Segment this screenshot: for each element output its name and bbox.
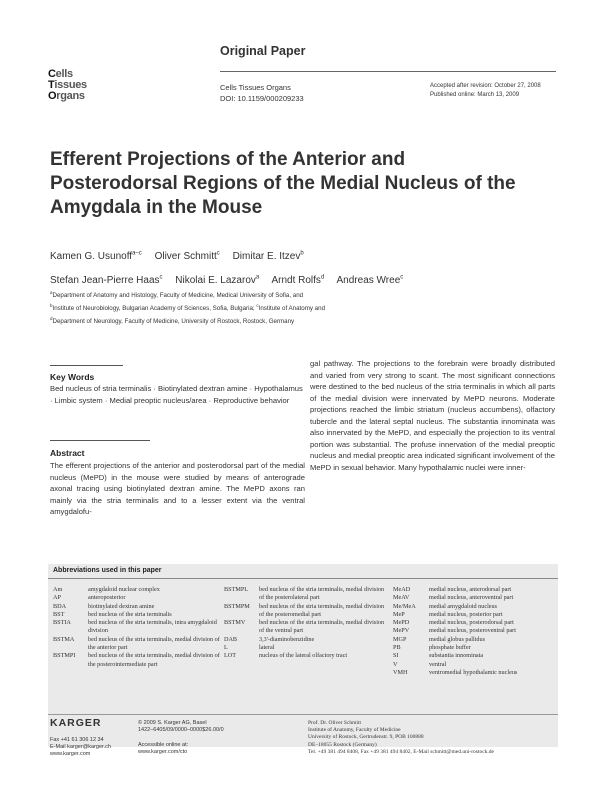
author: Stefan Jean-Pierre Haas$^c$ [50, 274, 163, 286]
abbreviation-definition: nucleus of the lateral olfactory tract [259, 652, 348, 660]
abbreviation-term: Me/MeA [393, 602, 416, 610]
logo-line-organs: Organs [48, 90, 85, 102]
abstract-heading: Abstract [50, 448, 85, 458]
key-words-heading: Key Words [50, 372, 95, 382]
abbreviation-definition: bed nucleus of the stria terminalis, medial division of the posteromedial part [259, 602, 385, 618]
abbreviation-term: MeP [393, 610, 405, 618]
abbreviation-row [393, 586, 556, 594]
abbreviation-term: BSTMPM [224, 602, 250, 610]
article-title: Efferent Projections of the Anterior and Posterodorsal Regions of the Medial Nucleus of the Amygdala in the Mouse [50, 149, 516, 218]
footer-divider [48, 714, 558, 715]
accepted-date: Accepted after revision: October 27, 2008 [430, 83, 541, 89]
doi: DOI: 10.1159/000209233 [220, 94, 304, 103]
abbreviation-row [393, 619, 556, 627]
abbreviation-term: SI [393, 652, 399, 660]
abstract-text: The efferent projections of the anterior and posterodorsal part of the medial nucleus (MePD) in the mouse were studied by means of anterograde axonal tracing using biotinylated dextran amine. The MePD axons ran mainly via the stria terminalis and to a lesser extent via the ventral amygdalofu- [50, 461, 305, 516]
abbreviation-row [393, 652, 556, 660]
abbreviation-term: V [393, 660, 398, 668]
journal-info [220, 82, 304, 104]
section-label: Original Paper [220, 44, 306, 58]
abbreviation-row [224, 644, 389, 652]
copyright-line: www.karger.com/cto [138, 748, 188, 755]
abbreviation-definition: biotinylated dextran amine [88, 602, 155, 610]
abbreviation-term: MeAV [393, 594, 410, 602]
abbreviation-definition: phosphate buffer [429, 644, 471, 652]
abbreviation-row [393, 636, 556, 644]
logo-line-cells: Cells [48, 68, 73, 80]
author: Arndt Rolfs$^d$ [271, 274, 325, 286]
key-words-divider [50, 365, 123, 366]
abbreviation-term: DAB [224, 635, 238, 643]
abbreviation-term: Am [53, 586, 63, 593]
abbreviation-row [224, 636, 389, 644]
journal-name: Cells Tissues Organs [220, 83, 291, 92]
abbreviation-definition: medial nucleus, posteroventral part [429, 627, 516, 635]
abbreviation-definition: bed nucleus of the stria terminalis, medial division of the ventral part [259, 619, 385, 635]
abbreviation-definition: medial nucleus, anterodorsal part [429, 586, 512, 593]
abbreviation-term: PB [393, 644, 401, 652]
affiliations [50, 288, 550, 327]
abbreviation-definition: bed nucleus of the stria terminalis [88, 610, 172, 618]
abbreviations-divider [48, 578, 558, 579]
author: Oliver Schmitt$^c$ [154, 251, 220, 263]
abbreviation-definition: amygdaloid nuclear complex [88, 586, 160, 593]
publisher-website: www.karger.com [50, 751, 91, 758]
correspondence-line: Tel. +49 381 494 8408, Fax +49 381 494 8402, E-Mail schmitt@med.uni-rostock.de [308, 748, 494, 755]
abbreviation-term: MePV [393, 627, 410, 635]
abbreviation-term: L [224, 644, 228, 652]
abbreviation-row [224, 586, 389, 603]
abbreviation-row [393, 603, 556, 611]
abbreviation-definition: bed nucleus of the stria terminalis, intra amygdaloid division [88, 619, 217, 635]
abbreviation-term: BSTMA [53, 635, 75, 643]
abbreviation-term: MePD [393, 619, 410, 627]
abbreviation-row [224, 603, 389, 620]
abbreviation-definition: substantia innominata [429, 652, 484, 660]
abbreviation-term: BSTMV [224, 619, 246, 627]
abbreviation-term: MeAD [393, 586, 411, 593]
published-date: Published online: March 13, 2009 [430, 92, 520, 98]
abbreviation-term: BST [53, 610, 65, 618]
author: Nikolai E. Lazarov$^a$ [175, 274, 260, 286]
abbreviation-definition: ventromedial hypothalamic nucleus [429, 668, 518, 676]
abbreviation-definition: medial globus pallidus [429, 635, 486, 643]
publisher-logo: KARGER [50, 717, 102, 729]
author: Andreas Wree$^c$ [336, 274, 404, 286]
abbreviation-row [393, 627, 556, 635]
abbreviation-row [53, 652, 223, 669]
abbreviations-column-1 [53, 586, 223, 669]
abbreviation-term: MGP [393, 635, 407, 643]
abbreviations-column-2 [224, 586, 389, 661]
affiliation-b-c: $^b$Institute of Neurobiology, Bulgarian Academy of Sciences, Sofia, Bulgaria; $^c$Institute of Anatomy and [50, 303, 326, 313]
abbreviation-term: VMH [393, 668, 408, 676]
abbreviations-column-3 [393, 586, 556, 677]
affiliation-d: $^d$Department of Neurology, Faculty of Medicine, University of Rostock, Rostock, Germany [50, 316, 295, 326]
abbreviation-definition: bed nucleus of the stria terminalis, medial division of the posterolateral part [259, 586, 385, 602]
abbreviation-definition: bed nucleus of the stria terminalis, medial division of the posterointermediate part [88, 652, 220, 668]
abbreviation-definition: medial nucleus, posterior part [429, 610, 503, 618]
publisher-fax: Fax +41 61 306 12 34 [50, 737, 104, 743]
abbreviation-definition: lateral [259, 644, 275, 652]
copyright-block [138, 720, 224, 756]
abbreviation-row [53, 619, 223, 636]
key-words-text: Bed nucleus of stria terminalis · Biotinylated dextran amine · Hypothalamus · Limbic system · Medial preoptic nucleus/area · Reproductive behavior [50, 384, 303, 405]
abbreviation-definition: medial amygdaloid nucleus [429, 602, 498, 610]
abbreviation-term: AP [53, 594, 61, 602]
header-divider [220, 71, 556, 72]
copyright-line [138, 734, 224, 741]
abbreviation-row [224, 652, 389, 660]
copyright-line: © 2009 S. Karger AG, Basel [138, 720, 207, 726]
abbreviation-row [393, 594, 556, 602]
affiliation-a: $^a$Department of Anatomy and Histology, Faculty of Medicine, Medical University of Sofia, and [50, 290, 304, 300]
abstract-continued: gal pathway. The projections to the forebrain were broadly distributed and varied from very strong to scant. The most significant connections were destined to the bed nucleus of the stria terminalis in which all parts of the medial division were innervated by MePD neurons. Moderate projections reached the limbic striatum (nucleus accumbens), olfactory tubercle and the lateral septal nucleus. The substantia innominata was also innervated by the MePD, and especially the projection to its ventral portion was substantial. The profuse innervation of the medial preoptic nucleus and medial preoptic area indicated significant involvement of the MePD in sexual behavior. Many hypothalamic nuclei were inner- [310, 359, 555, 472]
correspondence-line: Prof. Dr. Oliver Schmitt [308, 720, 362, 726]
copyright-line: 1422–6405/09/0000–0000$26.00/0 [138, 727, 224, 734]
abbreviation-row [53, 611, 223, 619]
abbreviation-row [53, 586, 223, 594]
correspondence-line: University of Rostock, Gertrudenstr. 9, POB 100888 [308, 734, 424, 741]
abbreviation-row [53, 594, 223, 602]
logo-line-tissues: Tissues [48, 79, 87, 91]
journal-logo [48, 69, 87, 102]
correspondence-line: Institute of Anatomy, Faculty of Medicine [308, 727, 401, 734]
abbreviation-row [393, 644, 556, 652]
abbreviation-term: BDA [53, 602, 67, 610]
copyright-line: Accessible online at: [138, 741, 189, 748]
abbreviation-term: BSTMPL [224, 586, 249, 593]
abbreviation-definition: medial nucleus, posterodorsal part [429, 619, 514, 627]
abbreviations-heading: Abbreviations used in this paper [53, 567, 162, 574]
author-list [50, 244, 570, 291]
abbreviation-row [393, 661, 556, 669]
author: Dimitar E. Itzev$^b$ [232, 251, 304, 263]
abbreviation-definition: medial nucleus, anteroventral part [429, 594, 514, 602]
author-line-1 [50, 244, 570, 267]
publisher-contact [50, 737, 111, 759]
author: Kamen G. Usunoff$^{a-c}$ [50, 251, 142, 263]
correspondence-line: DE–18055 Rostock (Germany) [308, 741, 377, 748]
correspondence-block [308, 720, 494, 756]
abbreviation-term: LOT [224, 652, 237, 660]
publication-dates [430, 82, 541, 100]
abbreviation-definition: bed nucleus of the stria terminalis, medial division of the anterior part [88, 635, 220, 652]
abbreviation-term: BSTMPI [53, 652, 76, 660]
abbreviation-definition: anteroposterior [88, 594, 126, 602]
abbreviation-row [393, 611, 556, 619]
publisher-email: E-Mail karger@karger.ch [50, 744, 111, 751]
abbreviation-definition: ventral [429, 660, 447, 668]
abbreviation-row [53, 603, 223, 611]
abbreviation-row [224, 619, 389, 636]
abbreviation-row [53, 636, 223, 653]
abbreviation-row [393, 669, 556, 677]
abbreviation-term: BSTIA [53, 619, 71, 627]
abstract-divider [50, 440, 150, 441]
abbreviation-definition: 3,3'-diaminobenzidine [259, 635, 315, 643]
